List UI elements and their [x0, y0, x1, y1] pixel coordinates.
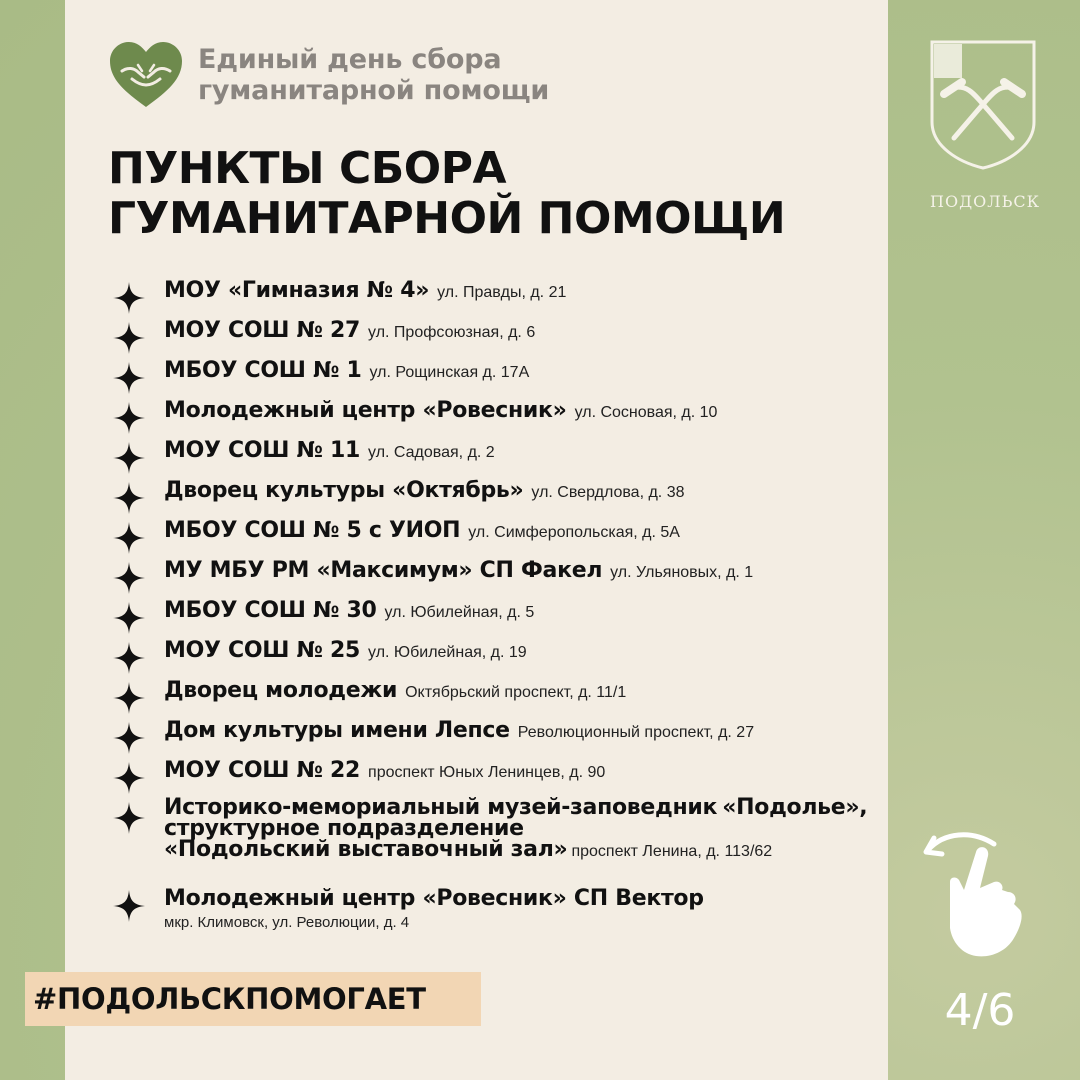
title-line-1: ПУНКТЫ СБОРА: [108, 143, 506, 194]
list-item: [110, 592, 900, 632]
heart-hands-icon: [108, 41, 184, 109]
point-name: МБОУ СОШ № 30: [164, 598, 377, 623]
point-name: Молодежный центр «Ровесник»: [164, 398, 567, 423]
four-point-star-icon: [112, 889, 146, 923]
list-item: [110, 792, 900, 878]
point-address: ул. Профсоюзная, д. 6: [368, 324, 536, 341]
point-name: Дом культуры имени Лепсе: [164, 718, 510, 743]
four-point-star-icon: [112, 361, 146, 395]
four-point-star-icon: [112, 401, 146, 435]
four-point-star-icon: [112, 521, 146, 555]
swipe-hand-icon: [920, 830, 1030, 960]
point-name: МОУ СОШ № 22: [164, 758, 361, 783]
list-item: [110, 672, 900, 712]
point-name: МОУ СОШ № 27: [164, 318, 361, 343]
logo-line-2: гуманитарной помощи: [198, 75, 550, 106]
list-item: [110, 432, 900, 472]
point-address: Революционный проспект, д. 27: [517, 724, 755, 741]
list-item: [110, 552, 900, 592]
point-address: ул. Свердлова, д. 38: [531, 484, 685, 501]
event-logo-text: [198, 44, 549, 106]
page-indicator: 4/6: [944, 985, 1016, 1036]
city-name: ПОДОЛЬСК: [930, 192, 1040, 211]
point-name: Дворец молодежи: [164, 678, 398, 703]
four-point-star-icon: [112, 721, 146, 755]
point-address: ул. Рощинская д. 17А: [369, 364, 530, 381]
collection-points-list: [110, 272, 900, 933]
point-address: мкр. Климовск, ул. Революции, д. 4: [164, 914, 410, 931]
list-item: [110, 632, 900, 672]
hashtag-text: #ПОДОЛЬСКПОМОГАЕТ: [33, 982, 426, 1016]
point-name: МБОУ СОШ № 5 с УИОП: [164, 518, 461, 543]
point-address: проспект Юных Ленинцев, д. 90: [368, 764, 606, 781]
point-name: МОУ «Гимназия № 4»: [164, 278, 430, 303]
four-point-star-icon: [112, 281, 146, 315]
four-point-star-icon: [112, 641, 146, 675]
hashtag-banner: [25, 972, 481, 1026]
list-item: [110, 352, 900, 392]
four-point-star-icon: [112, 561, 146, 595]
four-point-star-icon: [112, 681, 146, 715]
point-address: ул. Сосновая, д. 10: [574, 404, 718, 421]
list-item: [110, 752, 900, 792]
page-title: [108, 144, 868, 244]
list-item: [110, 512, 900, 552]
point-address: ул. Правды, д. 21: [437, 284, 567, 301]
four-point-star-icon: [112, 321, 146, 355]
point-name: МБОУ СОШ № 1: [164, 358, 362, 383]
point-name: Дворец культуры «Октябрь»: [164, 478, 524, 503]
list-item: [110, 272, 900, 312]
list-item: [110, 392, 900, 432]
four-point-star-icon: [112, 801, 146, 835]
four-point-star-icon: [112, 481, 146, 515]
coat-of-arms-icon: [928, 38, 1038, 170]
point-address: ул. Юбилейная, д. 5: [384, 604, 535, 621]
point-name: МОУ СОШ № 25: [164, 638, 361, 663]
four-point-star-icon: [112, 601, 146, 635]
list-item: [110, 880, 900, 933]
point-address: ул. Юбилейная, д. 19: [368, 644, 527, 661]
list-item: [110, 312, 900, 352]
point-name-line-2: «Подолье», структурное подразделение: [164, 795, 868, 841]
point-address: ул. Ульяновых, д. 1: [610, 564, 754, 581]
point-address: ул. Симферопольская, д. 5А: [468, 524, 680, 541]
list-item: [110, 712, 900, 752]
point-name: МОУ СОШ № 11: [164, 438, 361, 463]
point-address: проспект Ленина, д. 113/62: [571, 843, 773, 860]
point-name-line-1: Историко-мемориальный музей-заповедник: [164, 795, 718, 820]
point-name: Молодежный центр «Ровесник» СП Вектор: [164, 886, 704, 911]
point-name: МУ МБУ РМ «Максимум» СП Факел: [164, 558, 603, 583]
event-logo: [108, 40, 549, 110]
title-line-2: ГУМАНИТАРНОЙ ПОМОЩИ: [108, 193, 786, 244]
point-address: ул. Садовая, д. 2: [368, 444, 495, 461]
list-item: [110, 472, 900, 512]
logo-line-1: Единый день сбора: [198, 44, 502, 75]
point-address: Октябрьский проспект, д. 11/1: [405, 684, 627, 701]
four-point-star-icon: [112, 761, 146, 795]
four-point-star-icon: [112, 441, 146, 475]
point-name-line-3: «Подольский выставочный зал»: [164, 837, 568, 862]
